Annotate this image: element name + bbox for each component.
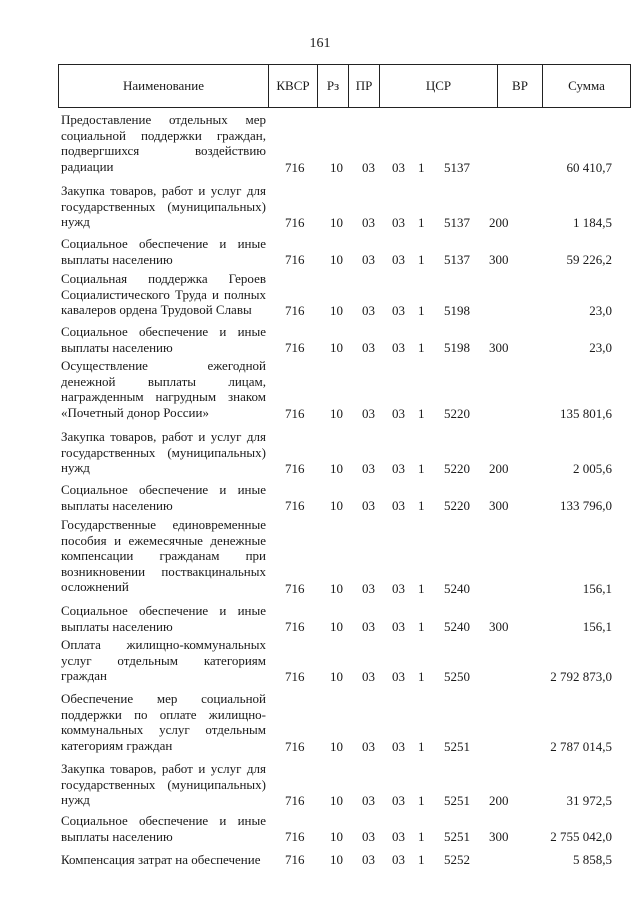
row-kvsr: 716 — [285, 619, 305, 634]
header-csr: ЦСР — [380, 65, 498, 107]
row-sum: 5 858,5 — [573, 852, 612, 867]
row-name: Оплата жилищно-коммунальных услуг отдельным категориям граждан — [61, 637, 266, 683]
row-csr-program: 03 — [392, 406, 405, 421]
row-csr-program: 03 — [392, 215, 405, 230]
row-sum: 60 410,7 — [566, 160, 612, 175]
row-pr: 03 — [362, 669, 375, 684]
row-name: Обеспечение мер социальной поддержки по оплате жилищно-коммунальных услуг отдельным категориям граждан — [61, 691, 266, 753]
row-pr: 03 — [362, 340, 375, 355]
row-vr: 200 — [489, 793, 509, 808]
row-sum: 23,0 — [589, 340, 612, 355]
row-rz: 10 — [330, 252, 343, 267]
row-pr: 03 — [362, 852, 375, 867]
row-name: Социальное обеспечение и иные выплаты населению — [61, 324, 266, 355]
table-header — [58, 64, 631, 108]
row-pr: 03 — [362, 461, 375, 476]
row-vr: 300 — [489, 829, 509, 844]
row-csr-subprogram: 1 — [418, 461, 425, 476]
row-kvsr: 716 — [285, 303, 305, 318]
row-rz: 10 — [330, 669, 343, 684]
row-kvsr: 716 — [285, 793, 305, 808]
row-name: Закупка товаров, работ и услуг для государственных (муниципальных) нужд — [61, 761, 266, 807]
row-name: Социальное обеспечение и иные выплаты населению — [61, 236, 266, 267]
row-csr-subprogram: 1 — [418, 160, 425, 175]
row-sum: 156,1 — [582, 581, 612, 596]
row-csr-code: 5198 — [444, 340, 470, 355]
row-csr-subprogram: 1 — [418, 581, 425, 596]
row-csr-subprogram: 1 — [418, 739, 425, 754]
row-csr-code: 5240 — [444, 619, 470, 634]
row-kvsr: 716 — [285, 498, 305, 513]
row-rz: 10 — [330, 160, 343, 175]
row-name: Осуществление ежегодной денежной выплаты лицам, награжденным нагрудным знаком «Почетный донор России» — [61, 358, 266, 420]
row-rz: 10 — [330, 793, 343, 808]
row-rz: 10 — [330, 581, 343, 596]
row-csr-program: 03 — [392, 852, 405, 867]
row-rz: 10 — [330, 461, 343, 476]
row-sum: 31 972,5 — [566, 793, 612, 808]
row-sum: 23,0 — [589, 303, 612, 318]
row-csr-code: 5220 — [444, 498, 470, 513]
row-csr-program: 03 — [392, 829, 405, 844]
row-csr-code: 5251 — [444, 829, 470, 844]
row-pr: 03 — [362, 160, 375, 175]
row-pr: 03 — [362, 829, 375, 844]
row-pr: 03 — [362, 793, 375, 808]
row-csr-program: 03 — [392, 461, 405, 476]
row-csr-subprogram: 1 — [418, 669, 425, 684]
row-vr: 300 — [489, 498, 509, 513]
row-rz: 10 — [330, 340, 343, 355]
row-csr-code: 5220 — [444, 461, 470, 476]
row-csr-program: 03 — [392, 793, 405, 808]
row-csr-program: 03 — [392, 340, 405, 355]
row-csr-code: 5137 — [444, 252, 470, 267]
row-pr: 03 — [362, 739, 375, 754]
row-csr-subprogram: 1 — [418, 406, 425, 421]
row-vr: 300 — [489, 252, 509, 267]
row-csr-subprogram: 1 — [418, 619, 425, 634]
row-name: Социальная поддержка Героев Социалистического Труда и полных кавалеров ордена Трудовой Славы — [61, 271, 266, 317]
row-rz: 10 — [330, 215, 343, 230]
row-csr-program: 03 — [392, 619, 405, 634]
row-vr: 200 — [489, 461, 509, 476]
row-kvsr: 716 — [285, 739, 305, 754]
row-csr-subprogram: 1 — [418, 793, 425, 808]
row-csr-code: 5251 — [444, 793, 470, 808]
row-kvsr: 716 — [285, 581, 305, 596]
row-pr: 03 — [362, 406, 375, 421]
row-sum: 2 755 042,0 — [550, 829, 612, 844]
row-kvsr: 716 — [285, 461, 305, 476]
row-rz: 10 — [330, 406, 343, 421]
header-vr: ВР — [498, 65, 543, 107]
row-csr-code: 5137 — [444, 215, 470, 230]
row-csr-program: 03 — [392, 498, 405, 513]
row-csr-code: 5250 — [444, 669, 470, 684]
row-kvsr: 716 — [285, 215, 305, 230]
row-kvsr: 716 — [285, 406, 305, 421]
row-sum: 2 787 014,5 — [550, 739, 612, 754]
row-csr-program: 03 — [392, 303, 405, 318]
row-sum: 156,1 — [582, 619, 612, 634]
row-csr-program: 03 — [392, 669, 405, 684]
row-pr: 03 — [362, 215, 375, 230]
row-name: Закупка товаров, работ и услуг для государственных (муниципальных) нужд — [61, 429, 266, 475]
row-csr-code: 5198 — [444, 303, 470, 318]
row-vr: 300 — [489, 619, 509, 634]
row-name: Социальное обеспечение и иные выплаты населению — [61, 603, 266, 634]
row-csr-subprogram: 1 — [418, 215, 425, 230]
row-csr-subprogram: 1 — [418, 303, 425, 318]
row-csr-subprogram: 1 — [418, 829, 425, 844]
row-name: Социальное обеспечение и иные выплаты населению — [61, 482, 266, 513]
header-name: Наименование — [59, 65, 269, 107]
row-sum: 133 796,0 — [560, 498, 612, 513]
row-rz: 10 — [330, 852, 343, 867]
row-csr-code: 5251 — [444, 739, 470, 754]
row-vr: 300 — [489, 340, 509, 355]
row-sum: 2 005,6 — [573, 461, 612, 476]
row-sum: 1 184,5 — [573, 215, 612, 230]
row-kvsr: 716 — [285, 160, 305, 175]
row-sum: 59 226,2 — [566, 252, 612, 267]
row-pr: 03 — [362, 252, 375, 267]
row-csr-program: 03 — [392, 581, 405, 596]
row-csr-subprogram: 1 — [418, 340, 425, 355]
row-csr-subprogram: 1 — [418, 852, 425, 867]
row-sum: 135 801,6 — [560, 406, 612, 421]
row-rz: 10 — [330, 303, 343, 318]
row-name: Предоставление отдельных мер социальной поддержки граждан, подвергшихся воздействию радиации — [61, 112, 266, 174]
row-csr-program: 03 — [392, 252, 405, 267]
row-name: Социальное обеспечение и иные выплаты населению — [61, 813, 266, 844]
row-rz: 10 — [330, 498, 343, 513]
row-kvsr: 716 — [285, 252, 305, 267]
row-name: Закупка товаров, работ и услуг для государственных (муниципальных) нужд — [61, 183, 266, 229]
row-csr-program: 03 — [392, 739, 405, 754]
header-kvsr: КВСР — [269, 65, 318, 107]
row-kvsr: 716 — [285, 340, 305, 355]
header-rz: Рз — [318, 65, 349, 107]
row-csr-subprogram: 1 — [418, 252, 425, 267]
row-csr-code: 5220 — [444, 406, 470, 421]
row-csr-code: 5252 — [444, 852, 470, 867]
row-pr: 03 — [362, 619, 375, 634]
row-kvsr: 716 — [285, 669, 305, 684]
row-kvsr: 716 — [285, 852, 305, 867]
row-csr-program: 03 — [392, 160, 405, 175]
row-csr-subprogram: 1 — [418, 498, 425, 513]
row-kvsr: 716 — [285, 829, 305, 844]
row-sum: 2 792 873,0 — [550, 669, 612, 684]
row-csr-code: 5137 — [444, 160, 470, 175]
row-pr: 03 — [362, 498, 375, 513]
page-number: 161 — [309, 36, 331, 51]
row-pr: 03 — [362, 303, 375, 318]
row-name: Компенсация затрат на обеспечение — [61, 852, 261, 867]
row-rz: 10 — [330, 829, 343, 844]
row-rz: 10 — [330, 619, 343, 634]
header-pr: ПР — [349, 65, 380, 107]
row-pr: 03 — [362, 581, 375, 596]
row-name: Государственные единовременные пособия и ежемесячные денежные компенсации гражданам при возникновении поствакцинальных осложнений — [61, 517, 266, 594]
row-vr: 200 — [489, 215, 509, 230]
row-csr-code: 5240 — [444, 581, 470, 596]
row-rz: 10 — [330, 739, 343, 754]
header-sum: Сумма — [568, 78, 605, 93]
